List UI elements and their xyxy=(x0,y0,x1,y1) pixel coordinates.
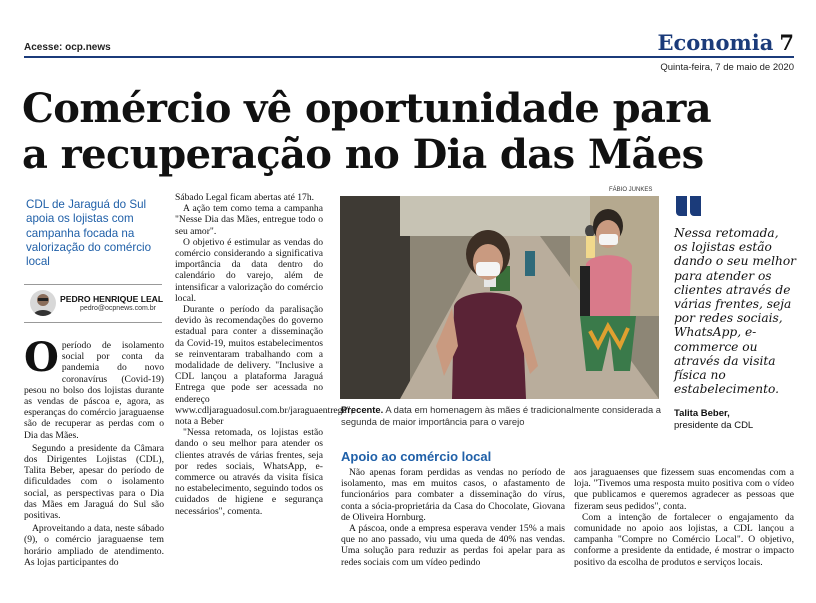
caption-text: A data em homenagem às mães é tradicionalmente considerada a segunda de maior importância para o varejo xyxy=(341,404,661,427)
caption-lead: Precente. xyxy=(341,404,384,415)
author-rule-bottom xyxy=(24,322,162,323)
author-rule xyxy=(24,284,162,285)
author-name: PEDRO HENRIQUE LEAL xyxy=(60,294,164,304)
quote-icon xyxy=(676,196,701,216)
author-email: pedro@ocpnews.com.br xyxy=(80,305,156,312)
paragraph: aos jaraguaenses que fizessem suas encomendas com a loja. "Tivemos uma resposta muito positiva com o vídeo que publicamos e queremos agradecer as pessoas que fizeram seus pedidos", conta. xyxy=(574,467,794,512)
photo-credit: FÁBIO JUNKES xyxy=(609,187,653,193)
headline-line-2: a recuperação no Dia das Mães xyxy=(22,131,704,178)
access-label: Acesse: ocp.news xyxy=(24,42,111,53)
paragraph: Com a intenção de fortalecer o engajamento da comunidade no apoio aos lojistas, a CDL lançou a campanha "Compre no Comércio Local". O objetivo, conforme a presidente da entidade, é mostrar o impacto positivo da escolha de produtos e serviços locais. xyxy=(574,511,794,568)
pull-quote-role: presidente da CDL xyxy=(674,420,754,431)
headline-line-1: Comércio vê oportunidade para xyxy=(22,85,712,132)
article-photo xyxy=(340,196,659,399)
paragraph: A ação tem como tema a campanha "Nesse Dia das Mães, entregue todo o seu amor". xyxy=(175,203,323,237)
paragraph: Durante o período da paralisação devido às recomendações do governo estadual para conter a disseminação da Covid-19, muitos estabelecimentos se reinventaram trabalhando com a modalidade de delivery. "Inclusive a CDL lançou a plataforma Jaraguá Entrega que pode ser acessada no endereço www.cdljaraguadosul.com.br/jaraguaentrega", nota a Beber xyxy=(175,304,354,428)
header-rule xyxy=(24,56,794,58)
issue-date: Quinta-feira, 7 de maio de 2020 xyxy=(660,62,794,73)
subsection-title: Apoio ao comércio local xyxy=(341,449,492,464)
headline xyxy=(22,86,711,178)
drop-cap: O xyxy=(24,334,59,381)
lead-text: período de isolamento social por conta da pandemia do novo coronavírus (Covid-19) pesou no bolso dos lojistas durante as vendas de páscoa e, agora, as esperanças do comércio jaraguaense são de recuperar as perdas com o Dia das Mães. xyxy=(24,340,164,441)
page-number: 7 xyxy=(779,30,794,55)
subsection-column-1 xyxy=(341,467,565,568)
paragraph: Não apenas foram perdidas as vendas no período de isolamento, mas em muitos casos, o afastamento de funcionários para combater a disseminação do vírus, conta a sócia-proprietária da Casa do Chocolate, Giovana de Oliveira Hornburg. xyxy=(341,467,565,523)
pull-quote-text: Nessa retomada, os lojistas estão dando o seu melhor para atender os clientes através de várias frentes, seja por redes sociais, WhatsApp, e-commerce ou através da visita física no estabelecimento. xyxy=(674,226,797,397)
pull-quote-name: Talita Beber, xyxy=(674,408,730,419)
paragraph: Aproveitando a data, neste sábado (9), o comércio jaraguaense tem horário ampliado de atendimento. As lojas participantes do xyxy=(24,523,164,568)
section-header xyxy=(657,30,794,55)
article-column-1 xyxy=(24,334,164,568)
lead-paragraph xyxy=(24,334,164,441)
section-title: Economia xyxy=(657,30,774,55)
subhead: CDL de Jaraguá do Sul apoia os lojistas com campanha focada na valorização do comércio local xyxy=(26,198,152,269)
article-column-2 xyxy=(175,192,354,517)
subsection-column-2 xyxy=(574,467,794,568)
paragraph: "Nessa retomada, os lojistas estão dando o seu melhor para atender os clientes através de várias frentes, seja por redes sociais, WhatsApp, e-commerce ou através da visita física no estabelecimento, seguindo todos os cuidados de higiene e segurança necessários", comenta. xyxy=(175,427,323,517)
photo-caption xyxy=(341,404,661,427)
paragraph: A páscoa, onde a empresa esperava vender 15% a mais que no ano passado, viu uma queda de 40% nas vendas. Uma solução para reduzir as perdas foi apelar para as redes sociais com um vídeo pedindo xyxy=(341,523,565,568)
paragraph: O objetivo é estimular as vendas do comércio considerando a significativa importância da data dentro do calendário do varejo, além de intensificar a valorização do comércio local. xyxy=(175,236,323,304)
paragraph: Sábado Legal ficam abertas até 17h. xyxy=(175,192,315,203)
paragraph: Segundo a presidente da Câmara dos Dirigentes Lojistas (CDL), Talita Beber, apesar do período de dificuldades com o isolamento social, as perspectivas para o Dia das Mães em Jaraguá do Sul são positivas. xyxy=(24,442,164,522)
author-avatar xyxy=(30,290,56,316)
